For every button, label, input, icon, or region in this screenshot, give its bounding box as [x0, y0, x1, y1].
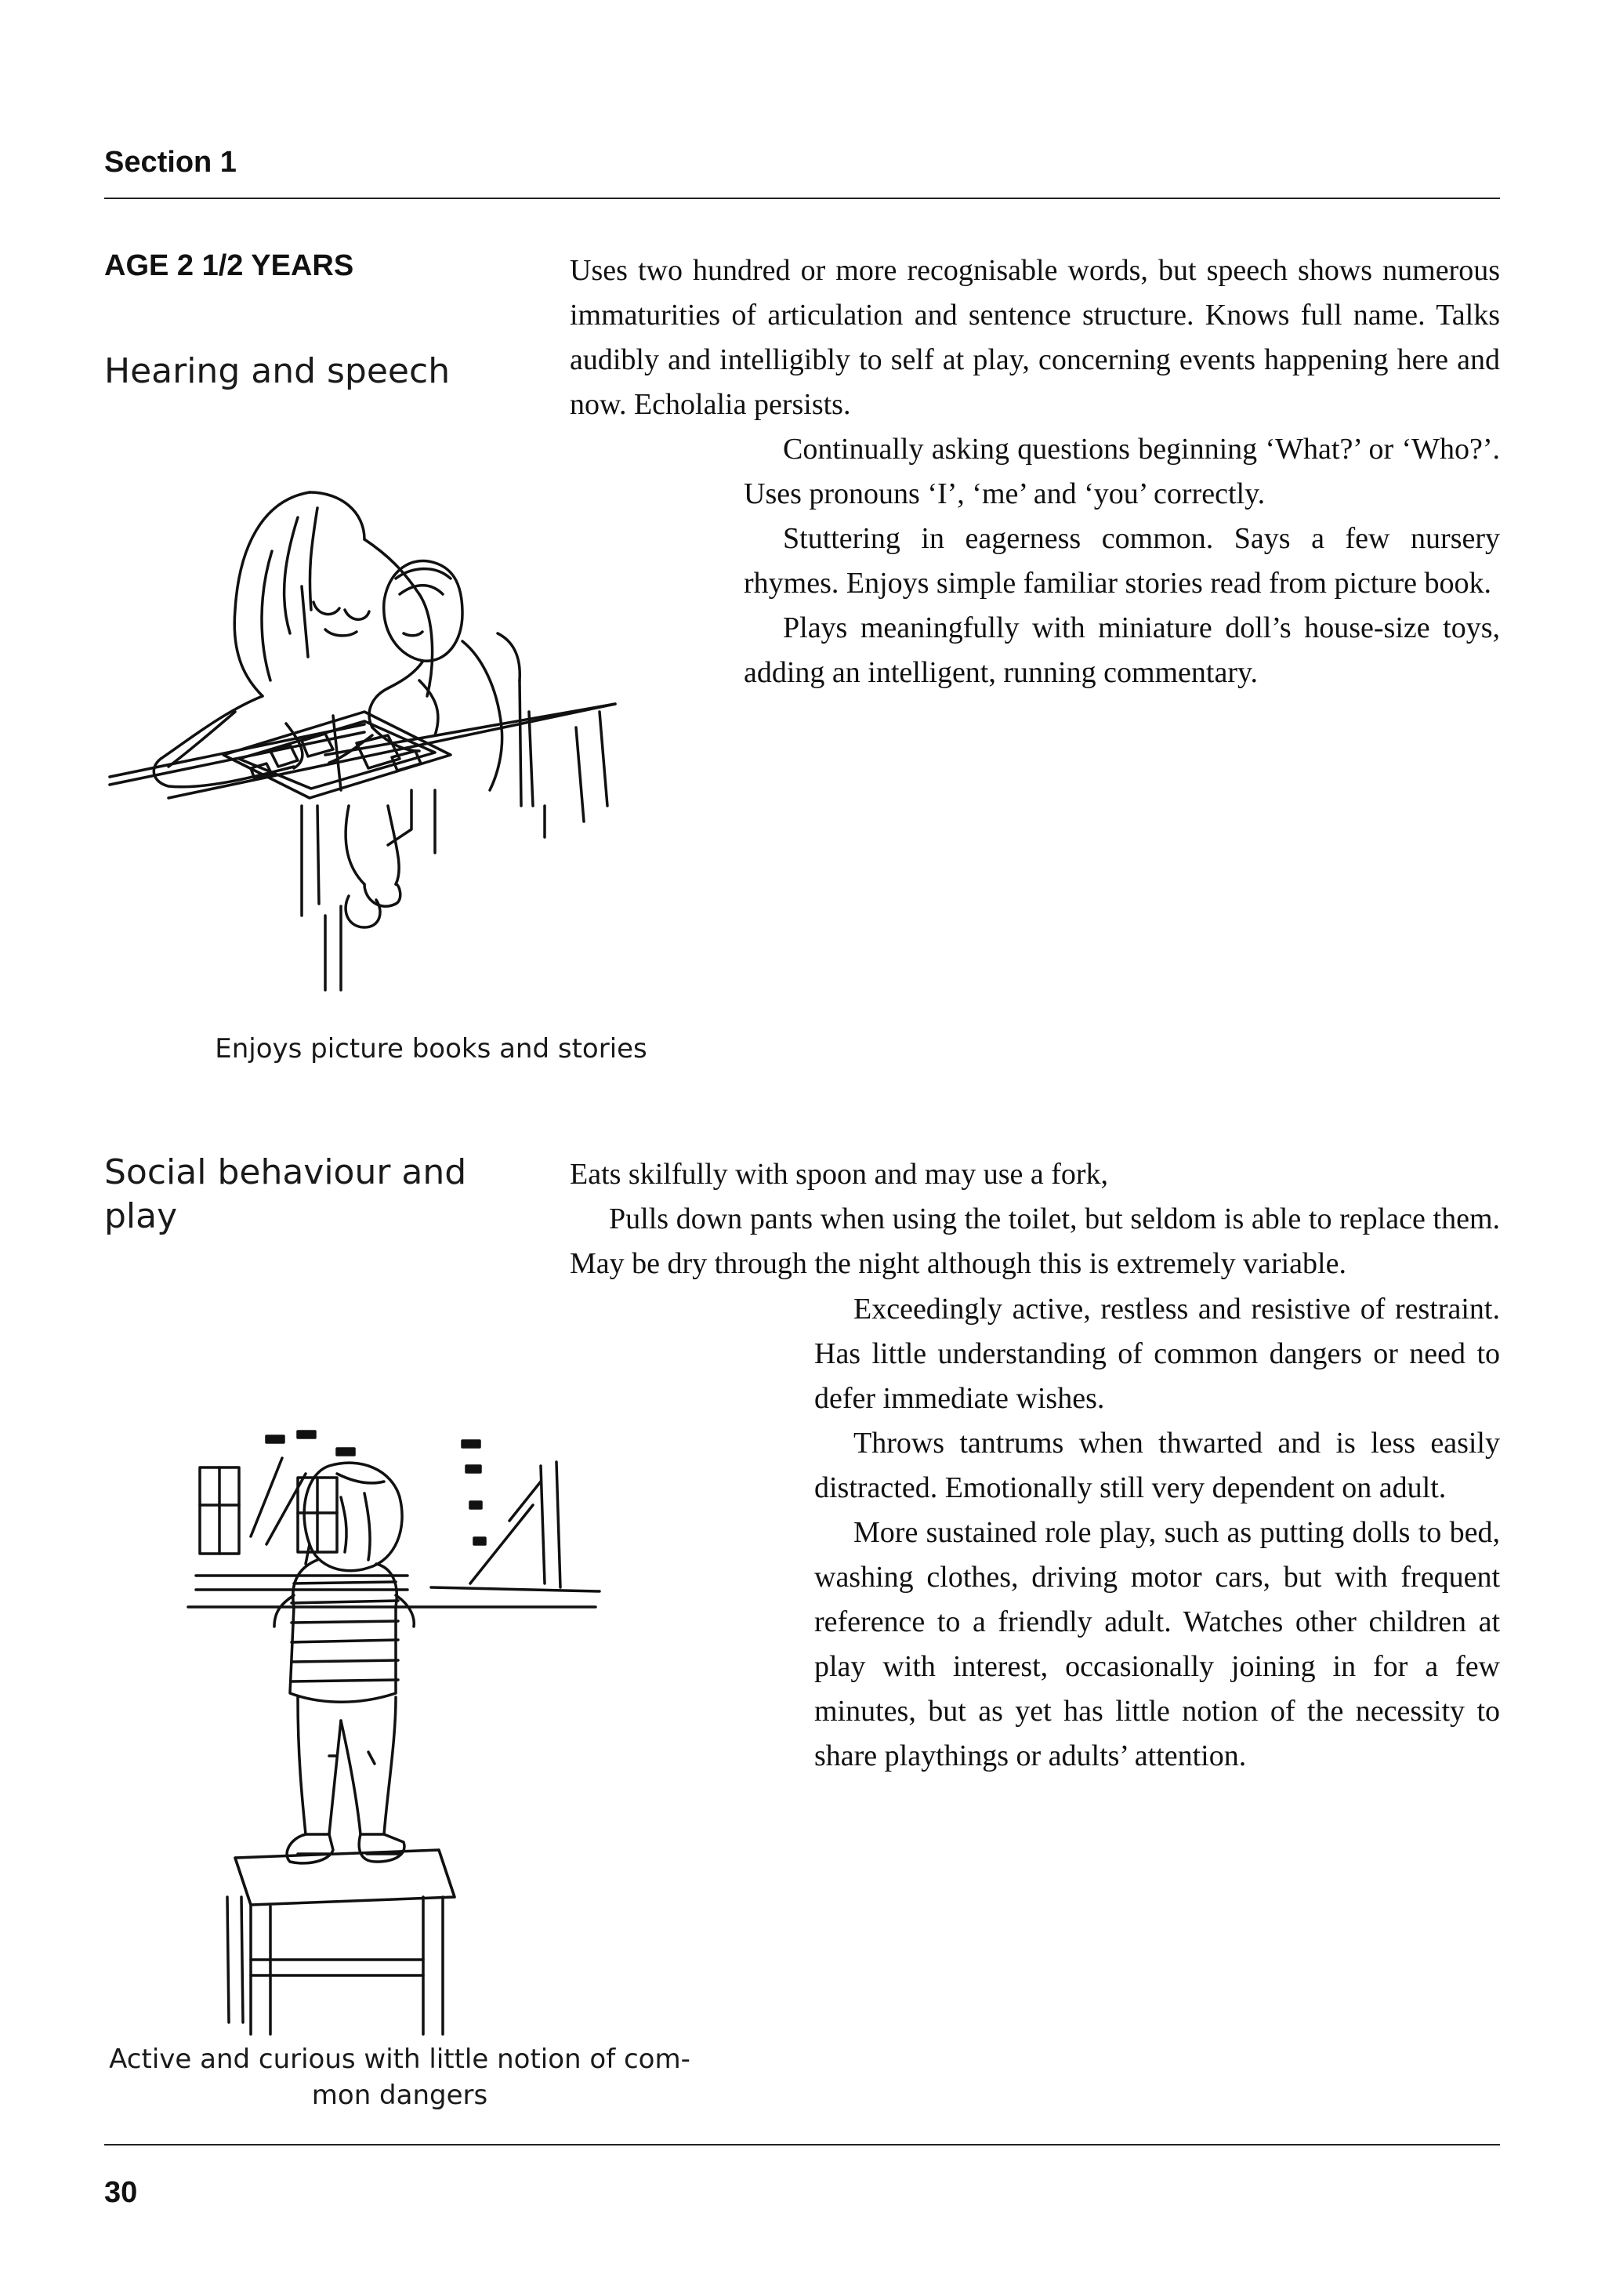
footer-rule — [104, 2144, 1500, 2145]
social-paragraph-3: Exceedingly active, restless and resistive of restraint. Has little understanding of common dangers or need to defer immediate wishes. — [814, 1293, 1500, 1415]
social-behaviour-text-continued — [814, 1287, 1500, 1779]
hearing-paragraph-4: Plays meaningfully with miniature doll’s house-size toys, adding an intelligent, running commentary. — [744, 611, 1500, 689]
social-paragraph-2: Pulls down pants when using the toilet, but seldom is able to replace them. May be dry through the night although this is extremely variable. — [570, 1202, 1500, 1280]
reading-illustration-caption: Enjoys picture books and stories — [215, 1033, 647, 1065]
social-behaviour-text — [570, 1152, 1500, 1286]
section-label: Section 1 — [104, 146, 237, 179]
hearing-paragraph-2: Continually asking questions beginning ‘What?’ or ‘Who?’. Uses pronouns ‘I’, ‘me’ and ‘you’ correctly. — [744, 433, 1500, 510]
hearing-paragraph-3: Stuttering in eagerness common. Says a few nursery rhymes. Enjoys simple familiar stories read from picture book. — [744, 522, 1500, 600]
window-illustration — [172, 1427, 611, 2038]
window-illustration-caption: Active and curious with little notion of com- mon dangers — [109, 2044, 690, 2111]
page-number: 30 — [104, 2176, 138, 2209]
reading-illustration — [106, 477, 623, 994]
hearing-speech-heading: Hearing and speech — [104, 351, 451, 391]
hearing-paragraph-1: Uses two hundred or more recognisable words, but speech shows numerous immaturities of articulation and sentence structure. Knows full name. Talks audibly and intelligibly to self at play, concerning events happening here and now. Echolalia persists. — [570, 254, 1500, 421]
header-rule — [104, 198, 1500, 199]
age-heading: AGE 2 1/2 YEARS — [104, 249, 354, 282]
social-paragraph-4: Throws tantrums when thwarted and is less easily distracted. Emotionally still very dependent on adult. — [814, 1427, 1500, 1504]
social-paragraph-1: Eats skilfully with spoon and may use a fork, — [570, 1158, 1109, 1191]
social-paragraph-5: More sustained role play, such as putting dolls to bed, washing clothes, driving motor cars, but with frequent reference to a friendly adult. Watches other children at play with interest, occasionally joining in for a few minutes, but as yet has little notion of the necessity to share playthings or adults’ attention. — [814, 1516, 1500, 1772]
hearing-speech-text-continued — [744, 427, 1500, 695]
social-behaviour-heading: Social behaviour and play — [104, 1152, 467, 1236]
hearing-speech-text — [570, 248, 1500, 427]
